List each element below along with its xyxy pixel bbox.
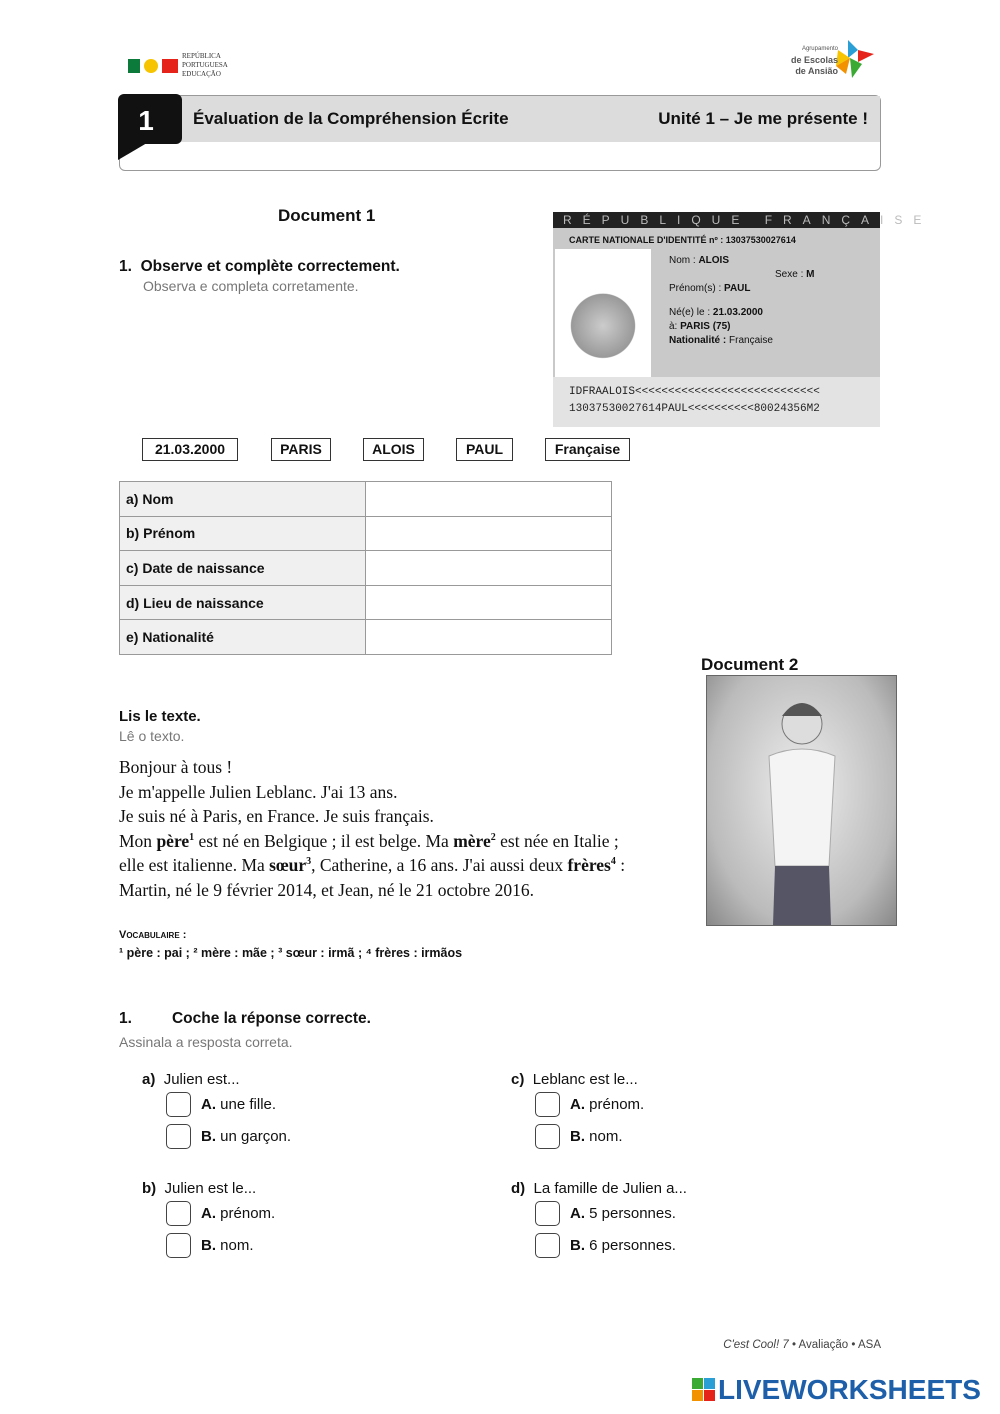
liveworksheets-logo: LIVEWORKSHEETS bbox=[692, 1374, 981, 1406]
school-logo: Agrupamento de Escolas de Ansião bbox=[772, 38, 875, 84]
word-chip[interactable]: Française bbox=[545, 438, 630, 461]
answer-cell[interactable] bbox=[366, 620, 612, 655]
exercise-heading: 1. Coche la réponse correcte. bbox=[119, 1010, 371, 1027]
read-translation: Lê o texto. bbox=[119, 728, 185, 744]
read-instruction: Lis le texte. bbox=[119, 708, 201, 725]
section-number: 1 bbox=[118, 94, 182, 144]
option-c-B[interactable]: B. nom. bbox=[511, 1120, 644, 1152]
option-b-A[interactable]: A. prénom. bbox=[142, 1197, 275, 1229]
vocab-line: ¹ père : pai ; ² mère : mãe ; ³ sœur : irmã ; ⁴ frères : irmãos bbox=[119, 946, 463, 960]
answer-cell[interactable] bbox=[366, 516, 612, 551]
checkbox[interactable] bbox=[535, 1092, 560, 1117]
exercise-translation: Assinala a resposta correta. bbox=[119, 1034, 293, 1050]
option-a-B[interactable]: B. un garçon. bbox=[142, 1120, 291, 1152]
word-chip[interactable]: ALOIS bbox=[363, 438, 424, 461]
id-photo bbox=[555, 249, 651, 377]
option-c-A[interactable]: A. prénom. bbox=[511, 1088, 644, 1120]
checkbox[interactable] bbox=[535, 1233, 560, 1258]
option-b-B[interactable]: B. nom. bbox=[142, 1229, 275, 1261]
document1-title: Document 1 bbox=[278, 206, 376, 225]
checkbox[interactable] bbox=[166, 1124, 191, 1149]
liveworksheets-icon bbox=[692, 1378, 716, 1402]
reading-text: Bonjour à tous ! Je m'appelle Julien Leblanc. J'ai 13 ans. Je suis né à Paris, en France. Je suis français. Mon père$^1$ est né en Belgique ; il est belge. Ma mère$^2$ est née en Italie ; elle est italienne. Ma sœur$^3$, Catherine, a 16 ans. J'ai aussi deux frères$^4$ : Martin, né le 9 février 2014, et Jean, né le 21 octobre 2016. bbox=[119, 757, 626, 900]
answer-cell[interactable] bbox=[366, 551, 612, 586]
document2-title: Document 2 bbox=[701, 655, 799, 674]
word-chip[interactable]: PARIS bbox=[271, 438, 331, 461]
republica-portuguesa-logo: REPÚBLICA PORTUGUESA EDUCAÇÃO bbox=[128, 52, 228, 79]
checkbox[interactable] bbox=[166, 1201, 191, 1226]
word-chip[interactable]: PAUL bbox=[456, 438, 513, 461]
question-a: a) Julien est... A. une fille. B. un garçon. bbox=[142, 1071, 291, 1152]
answer-table: a) Nom b) Prénom c) Date de naissance d) Lieu de naissance e) Nationalité bbox=[119, 481, 612, 655]
unit-title: Unité 1 – Je me présente ! bbox=[658, 109, 868, 128]
id-card-image: RÉPUBLIQUE FRANÇAISE CARTE NATIONALE D'IDENTITÉ nº : 13037530027614 Nom : ALOIS Sexe : M Prénom(s) : PAUL Né(e) le : 21.03.2000 à: PARIS (75) Nationalité : Française IDFRAALOIS<<<<<<<<<<<<<<<<<<<<<<<<<<<< 13037530027614PAUL<<<<<<<<<<80024356M2 bbox=[553, 212, 880, 427]
answer-cell[interactable] bbox=[366, 482, 612, 517]
checkbox[interactable] bbox=[166, 1092, 191, 1117]
option-d-A[interactable]: A. 5 personnes. bbox=[511, 1197, 687, 1229]
answer-cell[interactable] bbox=[366, 585, 612, 620]
boy-photo bbox=[706, 675, 897, 926]
question-b: b) Julien est le... A. prénom. B. nom. bbox=[142, 1180, 275, 1261]
question-translation: Observa e completa corretamente. bbox=[143, 278, 359, 294]
option-d-B[interactable]: B. 6 personnes. bbox=[511, 1229, 687, 1261]
checkbox[interactable] bbox=[535, 1201, 560, 1226]
vocab-title: Vocabulaire : bbox=[119, 929, 187, 941]
question-heading: 1. Observe et complète correctement. bbox=[119, 258, 400, 275]
question-d: d) La famille de Julien a... A. 5 personnes. B. 6 personnes. bbox=[511, 1180, 687, 1261]
page-header bbox=[119, 95, 881, 171]
word-chip[interactable]: 21.03.2000 bbox=[142, 438, 238, 461]
checkbox[interactable] bbox=[166, 1233, 191, 1258]
question-c: c) Leblanc est le... A. prénom. B. nom. bbox=[511, 1071, 644, 1152]
checkbox[interactable] bbox=[535, 1124, 560, 1149]
header-title: Évaluation de la Compréhension Écrite bbox=[193, 109, 509, 128]
footer-credit: C'est Cool! 7 • Avaliação • ASA bbox=[723, 1339, 881, 1351]
option-a-A[interactable]: A. une fille. bbox=[142, 1088, 291, 1120]
